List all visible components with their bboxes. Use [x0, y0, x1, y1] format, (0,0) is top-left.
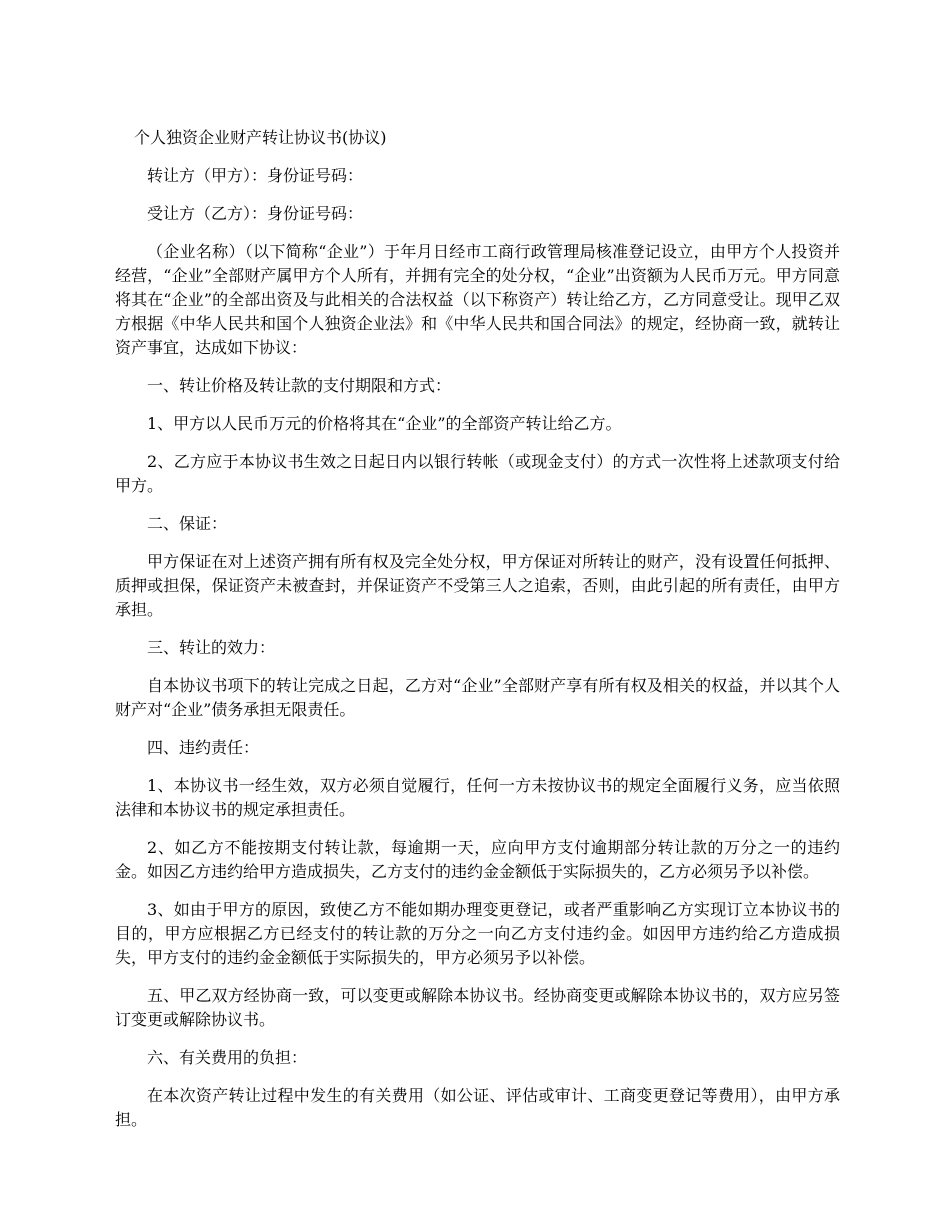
section-heading-price: 一、转让价格及转让款的支付期限和方式： — [147, 376, 452, 395]
document-title: 个人独资企业财产转让协议书(协议) — [134, 128, 387, 147]
section-heading-liability: 四、违约责任： — [147, 738, 260, 757]
clause-liability-1: 1、本协议书一经生效，双方必须自觉履行，任何一方未按协议书的规定全面履行义务，应当依照法律和本协议书的规定承担责任。 — [115, 776, 840, 819]
clause-fees: 在本次资产转让过程中发生的有关费用（如公证、评估或审计、工商变更登记等费用），由甲方承担。 — [115, 1086, 840, 1129]
document-page — [115, 126, 840, 1146]
clause-guarantee: 甲方保证在对上述资产拥有所有权及完全处分权，甲方保证对所转让的财产，没有设置任何抵押、质押或担保，保证资产未被查封，并保证资产不受第三人之追索，否则，由此引起的所有责任，由甲方承担。 — [115, 552, 840, 619]
preamble-paragraph: （企业名称）（以下简称“企业”）于年月日经市工商行政管理局核准登记设立，由甲方个人投资并经营，“企业”全部财产属甲方个人所有，并拥有完全的处分权，“企业”出资额为人民币万元。甲方同意将其在“企业”的全部出资及与此相关的合法权益（以下称资产）转让给乙方，乙方同意受让。现甲乙双方根据《中华人民共和国个人独资企业法》和《中华人民共和国合同法》的规定，经协商一致，就转让资产事宜，达成如下协议： — [115, 242, 840, 357]
clause-liability-2: 2、如乙方不能按期支付转让款，每逾期一天，应向甲方支付逾期部分转让款的万分之一的违约金。如因乙方违约给甲方造成损失，乙方支付的违约金金额低于实际损失的，乙方必须另予以补偿。 — [115, 838, 840, 881]
transferee-line: 受让方（乙方）：身份证号码： — [147, 204, 364, 223]
section-heading-effect: 三、转让的效力： — [147, 638, 276, 657]
clause-effect: 自本协议书项下的转让完成之日起，乙方对“企业”全部财产享有所有权及相关的权益，并以其个人财产对“企业”债务承担无限责任。 — [115, 676, 840, 719]
transferor-line: 转让方（甲方）：身份证号码： — [147, 166, 364, 185]
clause-price-1: 1、甲方以人民币万元的价格将其在“企业”的全部资产转让给乙方。 — [147, 414, 622, 433]
clause-price-2: 2、乙方应于本协议书生效之日起日内以银行转帐（或现金支付）的方式一次性将上述款项支付给甲方。 — [115, 452, 840, 495]
clause-liability-3: 3、如由于甲方的原因，致使乙方不能如期办理变更登记，或者严重影响乙方实现订立本协议书的目的，甲方应根据乙方已经支付的转让款的万分之一向乙方支付违约金。如因甲方违约给乙方造成损失，甲方支付的违约金金额低于实际损失的，甲方必须另予以补偿。 — [115, 900, 840, 967]
section-heading-guarantee: 二、保证： — [147, 514, 228, 533]
section-heading-fees: 六、有关费用的负担： — [147, 1048, 308, 1067]
clause-amendment: 五、甲乙双方经协商一致，可以变更或解除本协议书。经协商变更或解除本协议书的，双方应另签订变更或解除协议书。 — [115, 986, 840, 1029]
